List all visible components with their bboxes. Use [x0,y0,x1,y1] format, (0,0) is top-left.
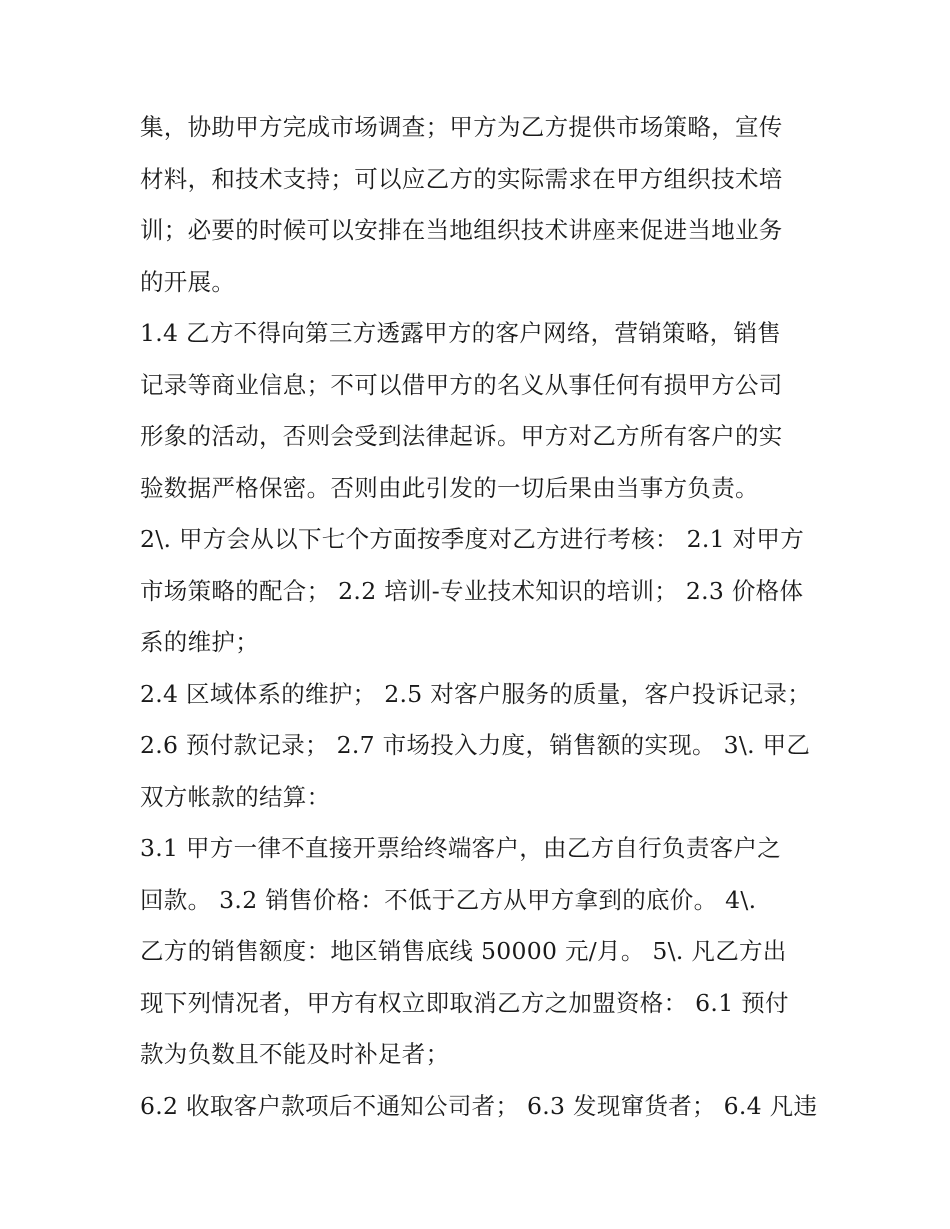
text-line: 形象的活动，否则会受到法律起诉。甲方对乙方所有客户的实 [140,422,783,450]
text-line: 1.4 乙方不得向第三方透露甲方的客户网络，营销策略，销售 [140,319,782,347]
text-line: 材料，和技术支持；可以应乙方的实际需求在甲方组织技术培 [140,164,783,193]
text-line: 集，协助甲方完成市场调查；甲方为乙方提供市场策略，宣传 [140,113,783,141]
document-body [140,102,820,1132]
text-line: 2.4 区域体系的维护； 2.5 对客户服务的质量，客户投诉记录； [140,679,812,708]
text-line: 2\. 甲方会从以下七个方面按季度对乙方进行考核： 2.1 对甲方 [140,525,805,553]
text-line: 回款。 3.2 销售价格：不低于乙方从甲方拿到的底价。 4\. [140,885,757,914]
text-line: 的开展。 [140,267,236,296]
text-line: 2.6 预付款记录； 2.7 市场投入力度，销售额的实现。 3\. 甲乙 [140,731,811,759]
text-line: 记录等商业信息；不可以借甲方的名义从事任何有损甲方公司 [140,370,783,399]
text-line: 款为负数且不能及时补足者； [140,1040,450,1068]
text-line: 双方帐款的结算： [140,782,331,811]
text-line: 系的维护； [140,628,259,656]
text-line: 乙方的销售额度：地区销售底线 50000 元/月。 5\. 凡乙方出 [140,937,787,965]
text-line: 3.1 甲方一律不直接开票给终端客户，由乙方自行负责客户之 [140,834,782,862]
text-line: 训；必要的时候可以安排在当地组织技术讲座来促进当地业务 [140,216,783,244]
text-line: 市场策略的配合； 2.2 培训-专业技术知识的培训； 2.3 价格体 [140,576,804,605]
text-line: 验数据严格保密。否则由此引发的一切后果由当事方负责。 [140,473,759,502]
text-line: 6.2 收取客户款项后不通知公司者； 6.3 发现窜货者； 6.4 凡违 [140,1091,818,1120]
text-line: 现下列情况者，甲方有权立即取消乙方之加盟资格： 6.1 预付 [140,988,789,1017]
